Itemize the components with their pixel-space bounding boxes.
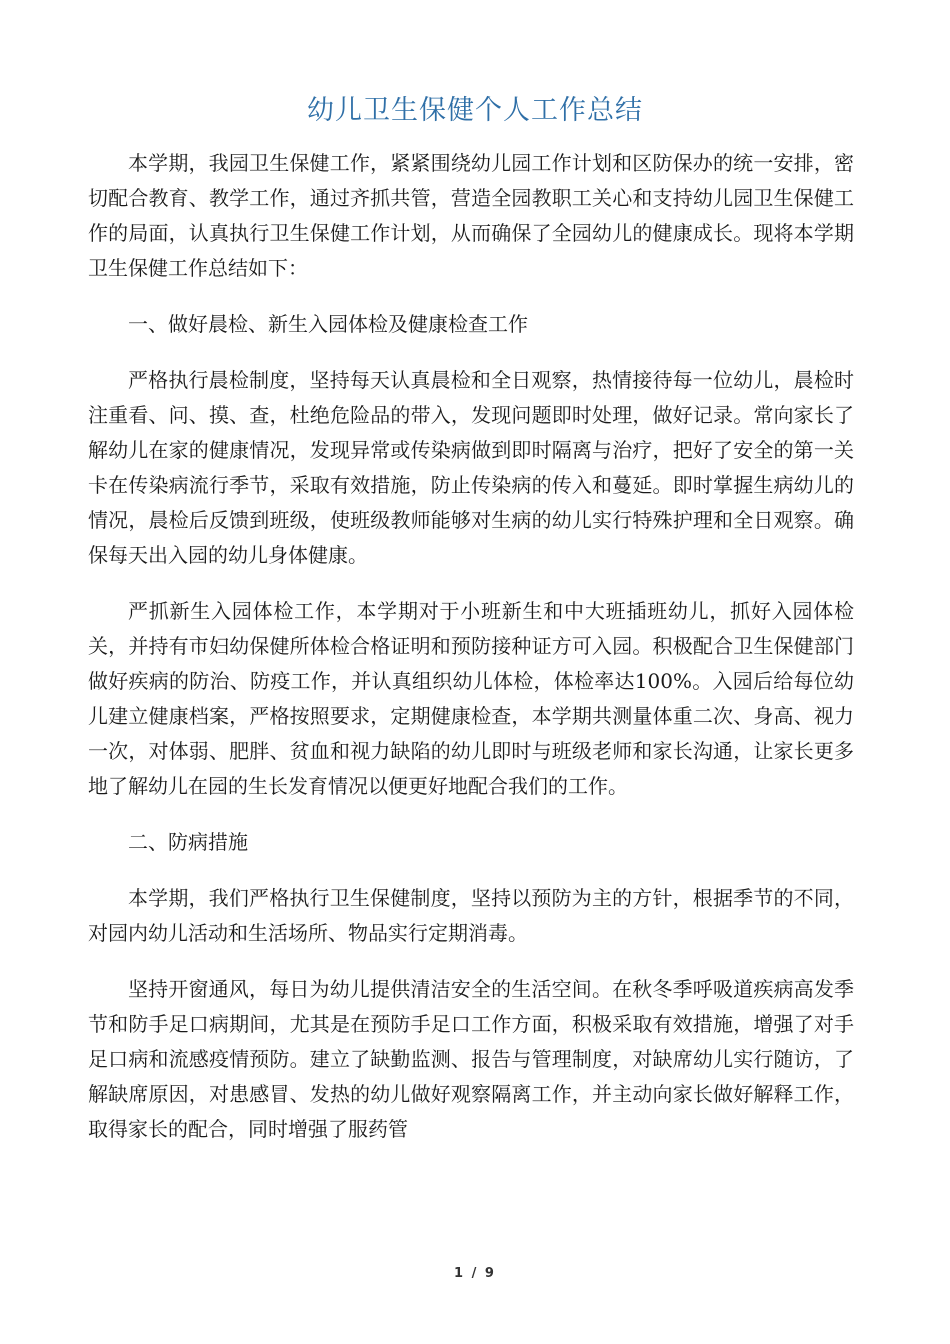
- page-number: 1 / 9: [454, 1266, 496, 1281]
- paragraph-morning-check: 严格执行晨检制度，坚持每天认真晨检和全日观察，热情接待每一位幼儿，晨检时注重看、问、摸、查，杜绝危险品的带入，发现问题即时处理，做好记录。常向家长了解幼儿在家的健康情况，发现异常或传染病做到即时隔离与治疗，把好了安全的第一关卡在传染病流行季节，采取有效措施，防止传染病的传入和蔓延。即时掌握生病幼儿的情况，晨检后反馈到班级，使班级教师能够对生病的幼儿实行特殊护理和全日观察。确保每天出入园的幼儿身体健康。: [88, 368, 854, 567]
- document-body: [88, 146, 854, 1168]
- paragraph-intro: 本学期，我园卫生保健工作，紧紧围绕幼儿园工作计划和区防保办的统一安排，密切配合教育、教学工作，通过齐抓共管，营造全园教职工关心和支持幼儿园卫生保健工作的局面，认真执行卫生保健工作计划，从而确保了全园幼儿的健康成长。现将本学期卫生保健工作总结如下：: [88, 151, 854, 280]
- section-heading-1: 一、做好晨检、新生入园体检及健康检查工作: [128, 312, 528, 336]
- section-heading-2: 二、防病措施: [128, 830, 248, 854]
- document-title: 幼儿卫生保健个人工作总结: [307, 95, 643, 126]
- paragraph-new-student-check: 严抓新生入园体检工作，本学期对于小班新生和中大班插班幼儿，抓好入园体检关，并持有市妇幼保健所体检合格证明和预防接种证方可入园。积极配合卫生保健部门做好疾病的防治、防疫工作，并认真组织幼儿体检，体检率达100%。入园后给每位幼儿建立健康档案，严格按照要求，定期健康检查，本学期共测量体重二次、身高、视力一次，对体弱、肥胖、贫血和视力缺陷的幼儿即时与班级老师和家长沟通，让家长更多地了解幼儿在园的生长发育情况以便更好地配合我们的工作。: [88, 599, 854, 798]
- paragraph-prevention: 本学期，我们严格执行卫生保健制度，坚持以预防为主的方针，根据季节的不同，对园内幼儿活动和生活场所、物品实行定期消毒。: [88, 886, 854, 945]
- paragraph-ventilation: 坚持开窗通风，每日为幼儿提供清洁安全的生活空间。在秋冬季呼吸道疾病高发季节和防手足口病期间，尤其是在预防手足口工作方面，积极采取有效措施，增强了对手足口病和流感疫情预防。建立了缺勤监测、报告与管理制度，对缺席幼儿实行随访，了解缺席原因，对患感冒、发热的幼儿做好观察隔离工作，并主动向家长做好解释工作，取得家长的配合，同时增强了服药管: [88, 977, 854, 1141]
